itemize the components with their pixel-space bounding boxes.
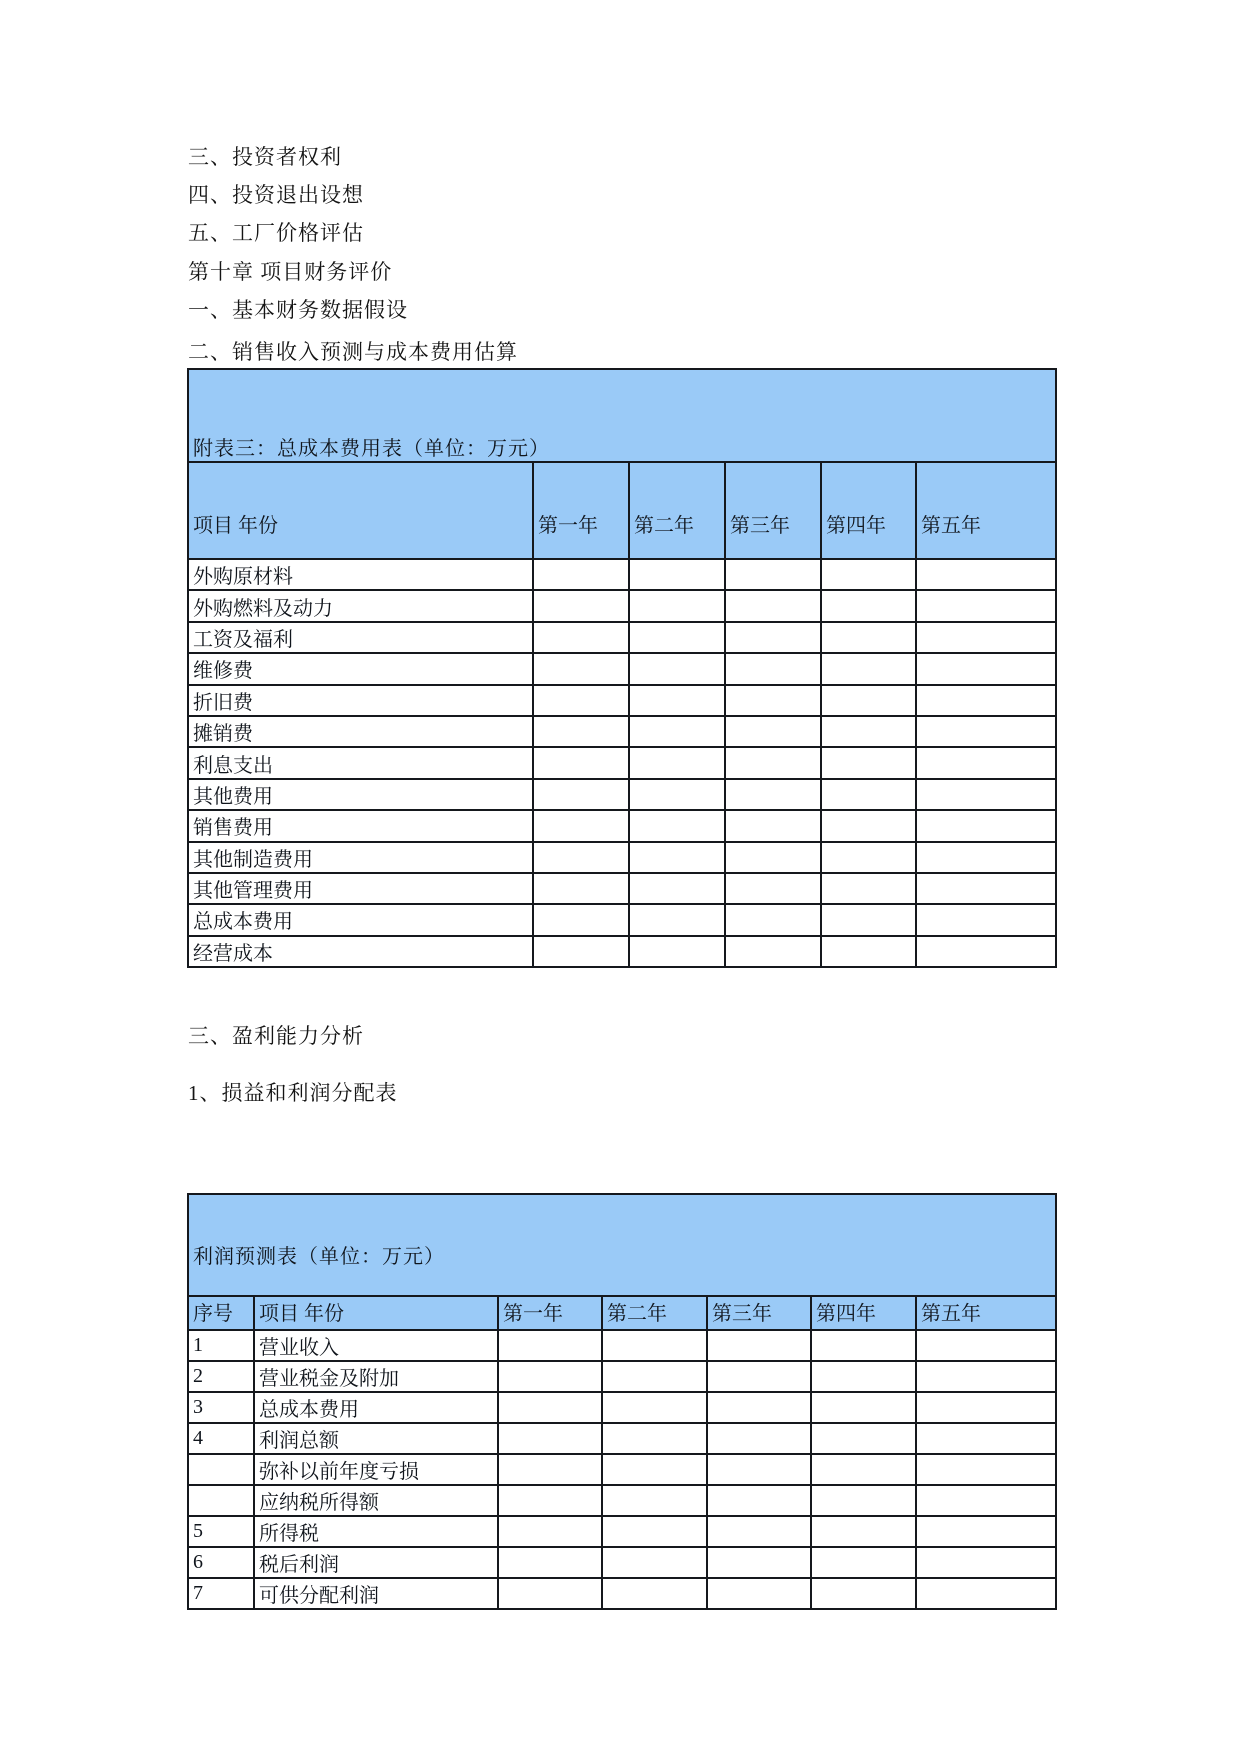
- value-cell: [811, 1578, 916, 1609]
- value-cell: [916, 936, 1056, 967]
- value-cell: [707, 1392, 811, 1423]
- value-cell: [811, 1423, 916, 1454]
- col-header-no: 序号: [188, 1296, 254, 1330]
- value-cell: [916, 1423, 1056, 1454]
- col-header-year1: 第一年: [533, 462, 629, 559]
- value-cell: [821, 842, 916, 873]
- value-cell: [602, 1361, 707, 1392]
- row-label: 外购燃料及动力: [188, 590, 533, 621]
- value-cell: [725, 747, 821, 778]
- row-label: 外购原材料: [188, 559, 533, 590]
- value-cell: [533, 904, 629, 935]
- value-cell: [498, 1485, 602, 1516]
- value-cell: [533, 653, 629, 684]
- table-row: [188, 685, 1056, 716]
- value-cell: [498, 1330, 602, 1361]
- value-cell: [533, 685, 629, 716]
- table-row: [188, 1485, 1056, 1516]
- row-label: 总成本费用: [254, 1392, 498, 1423]
- row-label: 销售费用: [188, 810, 533, 841]
- row-number: [188, 1485, 254, 1516]
- value-cell: [602, 1516, 707, 1547]
- value-cell: [533, 873, 629, 904]
- value-cell: [821, 810, 916, 841]
- table-row: [188, 779, 1056, 810]
- value-cell: [725, 842, 821, 873]
- value-cell: [811, 1454, 916, 1485]
- total-cost-table-title-row: [188, 369, 1056, 462]
- row-label: 维修费: [188, 653, 533, 684]
- value-cell: [602, 1423, 707, 1454]
- row-label: 总成本费用: [188, 904, 533, 935]
- value-cell: [811, 1516, 916, 1547]
- value-cell: [707, 1516, 811, 1547]
- total-cost-table: [187, 368, 1057, 968]
- row-label: 其他制造费用: [188, 842, 533, 873]
- table-row: [188, 622, 1056, 653]
- value-cell: [821, 653, 916, 684]
- value-cell: [629, 873, 725, 904]
- outline-line-sales-forecast: 二、销售收入预测与成本费用估算: [188, 340, 518, 364]
- row-label: 摊销费: [188, 716, 533, 747]
- table-row: [188, 1423, 1056, 1454]
- col-header-year1: 第一年: [498, 1296, 602, 1330]
- total-cost-table-title: 附表三：总成本费用表（单位：万元）: [188, 369, 1056, 462]
- value-cell: [707, 1578, 811, 1609]
- table-row: [188, 1361, 1056, 1392]
- value-cell: [725, 622, 821, 653]
- value-cell: [821, 559, 916, 590]
- col-header-item-year: 项目 年份: [188, 462, 533, 559]
- value-cell: [821, 904, 916, 935]
- value-cell: [707, 1485, 811, 1516]
- value-cell: [533, 559, 629, 590]
- value-cell: [725, 936, 821, 967]
- row-label: 弥补以前年度亏损: [254, 1454, 498, 1485]
- value-cell: [533, 779, 629, 810]
- value-cell: [725, 810, 821, 841]
- value-cell: [498, 1423, 602, 1454]
- subsection-heading-profit-table: 1、损益和利润分配表: [188, 1081, 398, 1105]
- table-row: [188, 1330, 1056, 1361]
- outline-line-factory-valuation: 五、工厂价格评估: [188, 221, 364, 245]
- value-cell: [916, 1516, 1056, 1547]
- col-header-year4: 第四年: [811, 1296, 916, 1330]
- value-cell: [533, 810, 629, 841]
- profit-table-title-row: [188, 1194, 1056, 1296]
- value-cell: [602, 1454, 707, 1485]
- row-label: 折旧费: [188, 685, 533, 716]
- value-cell: [629, 622, 725, 653]
- value-cell: [602, 1547, 707, 1578]
- value-cell: [707, 1547, 811, 1578]
- row-label: 所得税: [254, 1516, 498, 1547]
- row-label: 营业税金及附加: [254, 1361, 498, 1392]
- value-cell: [629, 559, 725, 590]
- value-cell: [916, 1454, 1056, 1485]
- value-cell: [725, 590, 821, 621]
- row-label: 经营成本: [188, 936, 533, 967]
- row-number: 5: [188, 1516, 254, 1547]
- col-header-year5: 第五年: [916, 1296, 1056, 1330]
- value-cell: [707, 1454, 811, 1485]
- profit-forecast-table: [187, 1193, 1057, 1610]
- row-number: 2: [188, 1361, 254, 1392]
- row-label: 工资及福利: [188, 622, 533, 653]
- row-number: 3: [188, 1392, 254, 1423]
- value-cell: [821, 716, 916, 747]
- value-cell: [629, 716, 725, 747]
- table-row: [188, 936, 1056, 967]
- value-cell: [629, 685, 725, 716]
- value-cell: [629, 747, 725, 778]
- table-row: [188, 1516, 1056, 1547]
- value-cell: [629, 936, 725, 967]
- table-row: [188, 1547, 1056, 1578]
- value-cell: [725, 685, 821, 716]
- value-cell: [916, 1485, 1056, 1516]
- row-label: 应纳税所得额: [254, 1485, 498, 1516]
- table-row: [188, 904, 1056, 935]
- value-cell: [811, 1485, 916, 1516]
- outline-line-financial-data: 一、基本财务数据假设: [188, 298, 408, 322]
- col-header-year4: 第四年: [821, 462, 916, 559]
- value-cell: [811, 1547, 916, 1578]
- value-cell: [498, 1454, 602, 1485]
- row-label: 其他管理费用: [188, 873, 533, 904]
- value-cell: [821, 747, 916, 778]
- value-cell: [821, 779, 916, 810]
- value-cell: [602, 1485, 707, 1516]
- row-label: 可供分配利润: [254, 1578, 498, 1609]
- row-label: 其他费用: [188, 779, 533, 810]
- value-cell: [821, 873, 916, 904]
- value-cell: [916, 873, 1056, 904]
- value-cell: [916, 653, 1056, 684]
- row-number: 6: [188, 1547, 254, 1578]
- table-row: [188, 810, 1056, 841]
- table-row: [188, 559, 1056, 590]
- row-number: [188, 1454, 254, 1485]
- value-cell: [916, 559, 1056, 590]
- value-cell: [916, 904, 1056, 935]
- section-heading-profitability: 三、盈利能力分析: [188, 1024, 364, 1048]
- col-header-year3: 第三年: [725, 462, 821, 559]
- value-cell: [725, 653, 821, 684]
- value-cell: [916, 1547, 1056, 1578]
- row-number: 4: [188, 1423, 254, 1454]
- value-cell: [916, 747, 1056, 778]
- profit-table-title: 利润预测表（单位：万元）: [188, 1194, 1056, 1296]
- col-header-year3: 第三年: [707, 1296, 811, 1330]
- value-cell: [916, 779, 1056, 810]
- row-label: 营业收入: [254, 1330, 498, 1361]
- value-cell: [629, 779, 725, 810]
- value-cell: [629, 590, 725, 621]
- profit-table-header-row: [188, 1296, 1056, 1330]
- value-cell: [629, 904, 725, 935]
- outline-line-exit-plan: 四、投资退出设想: [188, 183, 364, 207]
- value-cell: [629, 653, 725, 684]
- value-cell: [602, 1330, 707, 1361]
- value-cell: [707, 1361, 811, 1392]
- value-cell: [498, 1547, 602, 1578]
- row-label: 利润总额: [254, 1423, 498, 1454]
- chapter-heading: 第十章 项目财务评价: [188, 260, 393, 284]
- value-cell: [821, 685, 916, 716]
- table-row: [188, 747, 1056, 778]
- table-row: [188, 842, 1056, 873]
- value-cell: [533, 747, 629, 778]
- value-cell: [725, 716, 821, 747]
- value-cell: [498, 1361, 602, 1392]
- value-cell: [602, 1578, 707, 1609]
- table-row: [188, 1392, 1056, 1423]
- value-cell: [916, 1392, 1056, 1423]
- value-cell: [811, 1392, 916, 1423]
- value-cell: [707, 1330, 811, 1361]
- value-cell: [811, 1330, 916, 1361]
- value-cell: [821, 622, 916, 653]
- value-cell: [533, 936, 629, 967]
- table-row: [188, 1578, 1056, 1609]
- table-row: [188, 873, 1056, 904]
- value-cell: [725, 779, 821, 810]
- value-cell: [533, 842, 629, 873]
- table-row: [188, 716, 1056, 747]
- value-cell: [916, 716, 1056, 747]
- value-cell: [725, 904, 821, 935]
- row-number: 7: [188, 1578, 254, 1609]
- value-cell: [533, 622, 629, 653]
- table-row: [188, 590, 1056, 621]
- value-cell: [821, 590, 916, 621]
- value-cell: [916, 1578, 1056, 1609]
- col-header-item-year: 项目 年份: [254, 1296, 498, 1330]
- outline-line-investor-rights: 三、投资者权利: [188, 145, 342, 169]
- value-cell: [916, 842, 1056, 873]
- value-cell: [916, 685, 1056, 716]
- value-cell: [629, 842, 725, 873]
- value-cell: [629, 810, 725, 841]
- table-row: [188, 1454, 1056, 1485]
- col-header-year2: 第二年: [602, 1296, 707, 1330]
- value-cell: [533, 590, 629, 621]
- value-cell: [498, 1516, 602, 1547]
- value-cell: [707, 1423, 811, 1454]
- total-cost-table-header-row: [188, 462, 1056, 559]
- value-cell: [811, 1361, 916, 1392]
- value-cell: [821, 936, 916, 967]
- value-cell: [498, 1578, 602, 1609]
- col-header-year5: 第五年: [916, 462, 1056, 559]
- row-number: 1: [188, 1330, 254, 1361]
- value-cell: [725, 873, 821, 904]
- col-header-year2: 第二年: [629, 462, 725, 559]
- value-cell: [916, 1361, 1056, 1392]
- value-cell: [602, 1392, 707, 1423]
- value-cell: [533, 716, 629, 747]
- value-cell: [916, 590, 1056, 621]
- table-row: [188, 653, 1056, 684]
- value-cell: [916, 1330, 1056, 1361]
- row-label: 税后利润: [254, 1547, 498, 1578]
- value-cell: [916, 810, 1056, 841]
- value-cell: [916, 622, 1056, 653]
- value-cell: [498, 1392, 602, 1423]
- row-label: 利息支出: [188, 747, 533, 778]
- value-cell: [725, 559, 821, 590]
